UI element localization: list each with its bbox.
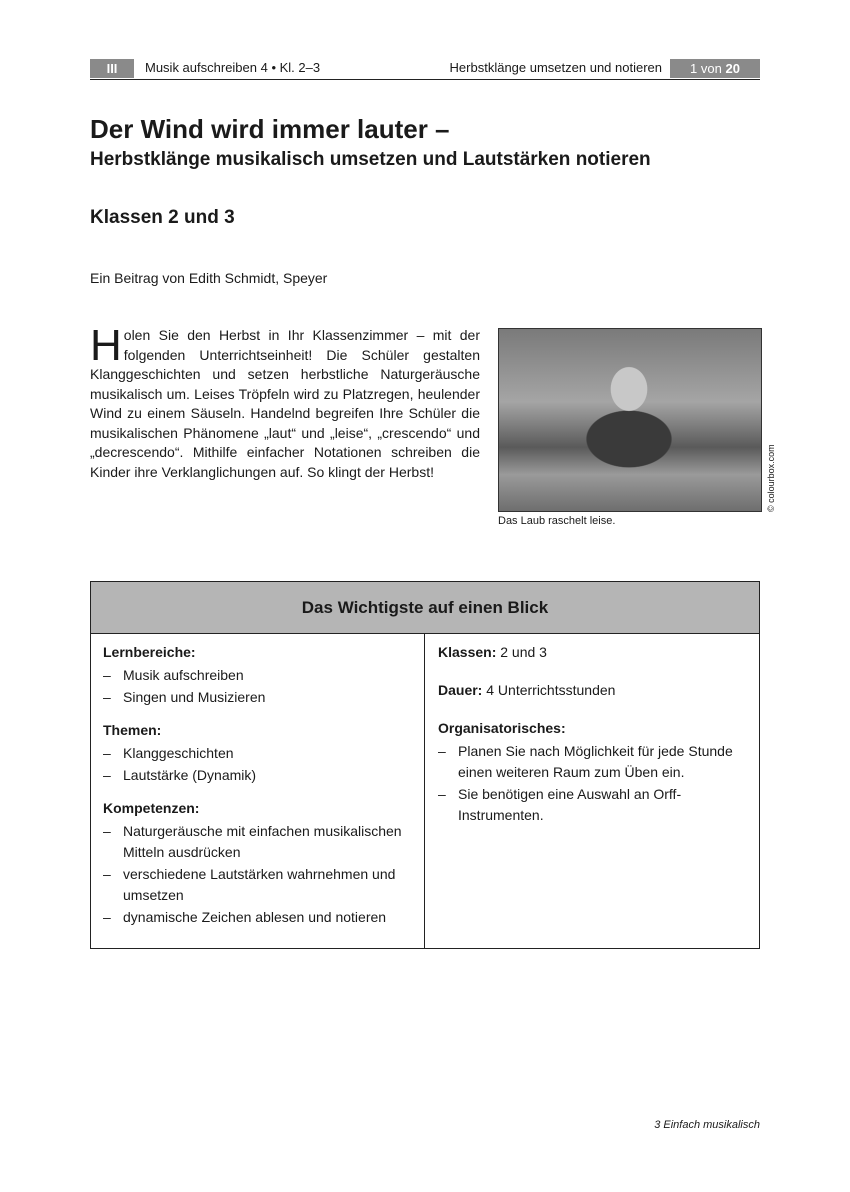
list-item: – Klanggeschichten <box>103 743 412 764</box>
dauer-label: Dauer: <box>438 682 483 698</box>
list-item: – dynamische Zeichen ablesen und notieren <box>103 907 412 928</box>
page-sep: von <box>700 61 722 76</box>
list-item: – verschiedene Lautstärken wahrnehmen und umsetzen <box>103 864 412 906</box>
section-heading: Lernbereiche: <box>103 644 196 660</box>
list-item: – Sie benötigen eine Auswahl an Orff-Instrumenten. <box>438 784 747 826</box>
grades-heading: Klassen 2 und 3 <box>90 207 235 228</box>
klassen-label: Klassen: <box>438 644 497 660</box>
drop-cap: H <box>90 321 122 370</box>
series-title: Musik aufschreiben 4 • Kl. 2–3 <box>145 60 321 75</box>
page-subtitle: Herbstklänge musikalisch umsetzen und Lautstärken notieren <box>90 149 651 170</box>
list-item: – Singen und Musizieren <box>103 687 412 708</box>
section-list <box>103 743 412 786</box>
list-item: – Naturgeräusche mit einfachen musikalischen Mitteln ausdrücken <box>103 821 412 863</box>
overview-right-column <box>426 634 759 948</box>
byline: Ein Beitrag von Edith Schmidt, Speyer <box>90 270 328 286</box>
photo-caption: Das Laub raschelt leise. <box>498 515 616 527</box>
intro-paragraph <box>90 321 480 482</box>
dauer-row <box>438 680 747 701</box>
topic-title: Herbstklänge umsetzen und notieren <box>449 60 662 75</box>
photo-child-in-leaves <box>498 328 762 512</box>
running-header <box>90 59 760 80</box>
intro-text: olen Sie den Herbst in Ihr Klassenzimmer – mit der folgenden Unterrichtseinheit! Die Schüler gestalten Klanggeschichten und setzen herbstliche Naturgeräusche musikalisch um. Leises Tröpfeln wird zu Platzregen, heulender Wind zu einem Säuseln. Handelnd begreifen Ihre Schüler die musikalischen Phänomene „laut“ und „leise“, „crescendo“ und „decrescendo“. Mithilfe einfacher Notationen schreiben die Kinder ihre Verklanglichungen auf. So klingt der Herbst! <box>90 327 480 480</box>
overview-box <box>90 581 760 949</box>
dauer-value: 4 Unterrichtsstunden <box>482 682 616 698</box>
section-heading: Themen: <box>103 722 162 738</box>
list-item: – Musik aufschreiben <box>103 665 412 686</box>
section-list <box>103 665 412 708</box>
list-item: – Lautstärke (Dynamik) <box>103 765 412 786</box>
page-indicator <box>670 59 760 78</box>
list-item: – Planen Sie nach Möglichkeit für jede Stunde einen weiteren Raum zum Üben ein. <box>438 741 747 783</box>
page-total: 20 <box>725 61 740 76</box>
org-list <box>438 741 747 826</box>
level-badge: III <box>90 59 134 78</box>
overview-title: Das Wichtigste auf einen Blick <box>91 582 759 634</box>
section-heading: Kompetenzen: <box>103 800 200 816</box>
klassen-row <box>438 642 747 663</box>
page-title: Der Wind wird immer lauter – <box>90 114 450 144</box>
klassen-value: 2 und 3 <box>496 644 547 660</box>
footer-publisher: 3 Einfach musikalisch <box>654 1119 760 1131</box>
photo-credit: © colourbox.com <box>766 444 776 512</box>
org-heading: Organisatorisches: <box>438 720 566 736</box>
overview-left-column <box>91 634 425 948</box>
page-current: 1 <box>690 61 698 76</box>
section-list <box>103 821 412 928</box>
